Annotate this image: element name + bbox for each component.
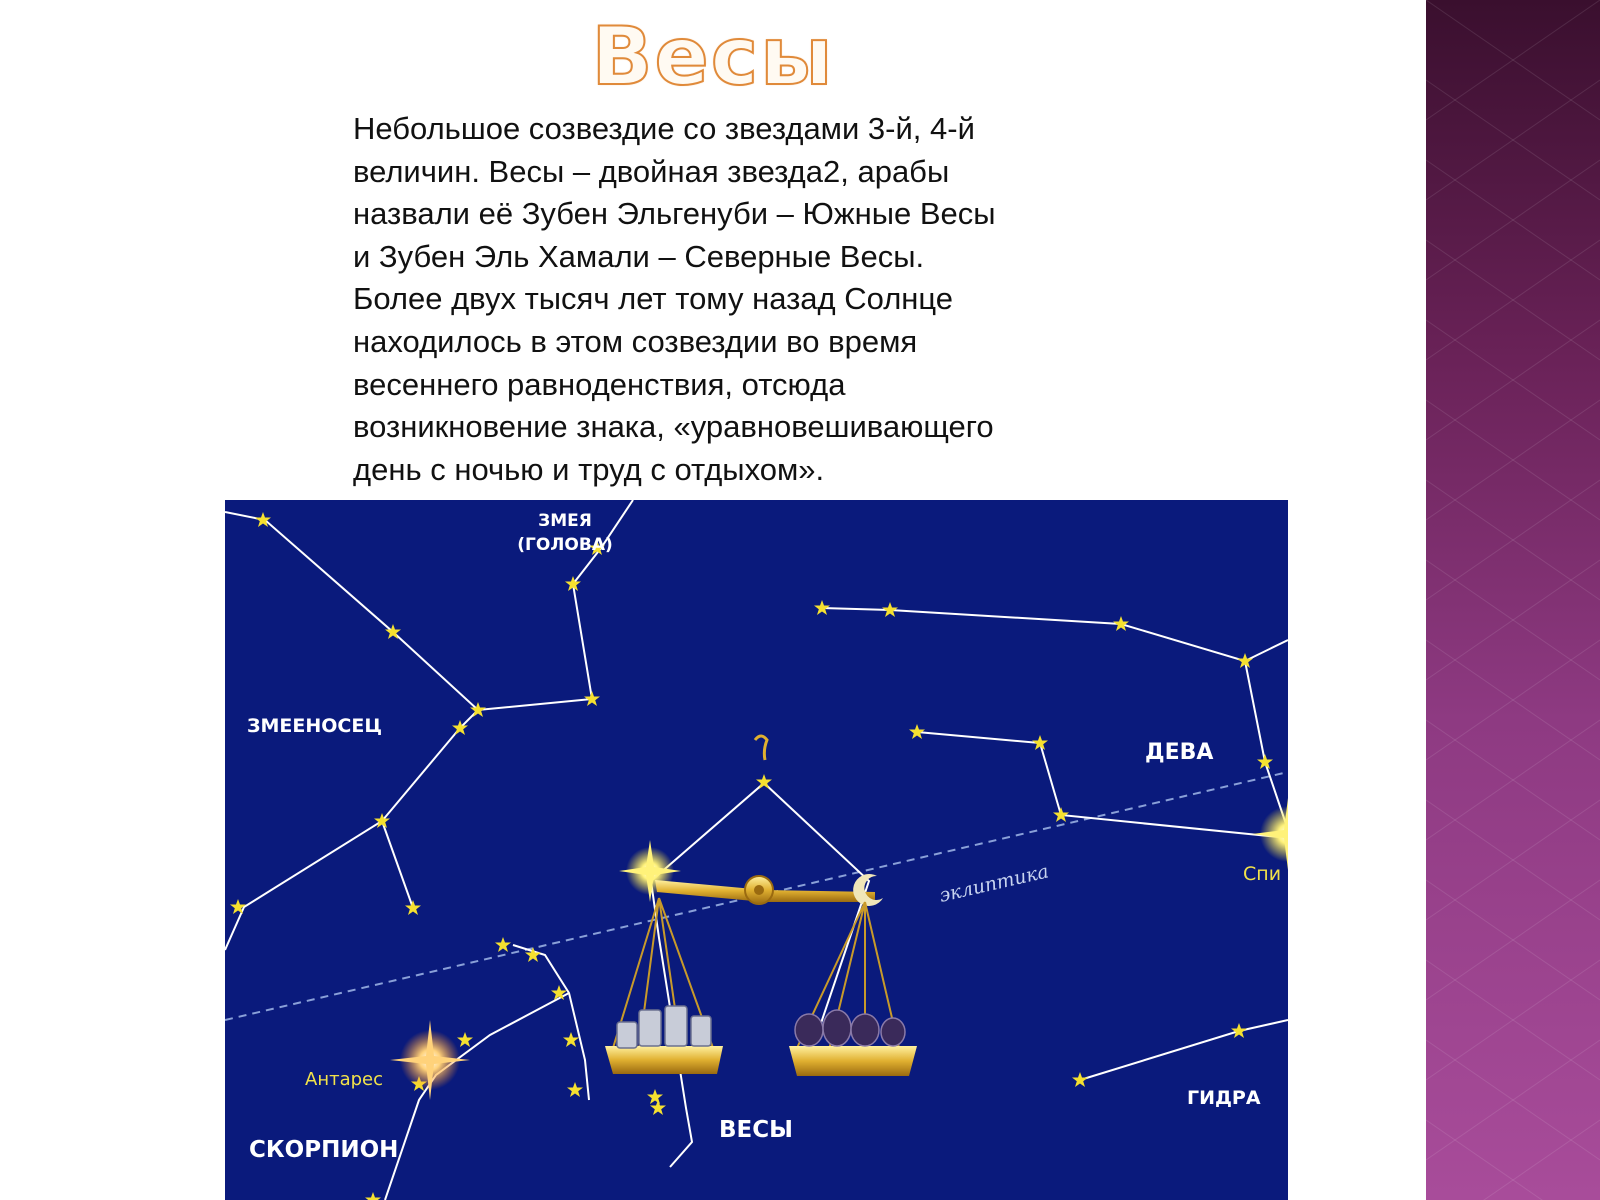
decorative-side-band (1426, 0, 1600, 1200)
label-antares: Антарес (305, 1069, 383, 1090)
label-spica: Спи (1243, 863, 1282, 885)
stars (230, 512, 1273, 1200)
label-hydra: ГИДРА (1187, 1087, 1261, 1109)
paragraph-line: Небольшое созвездие со звездами 3-й, 4-й (353, 111, 975, 146)
paragraph-line: Более двух тысяч лет тому назад Солнце (353, 281, 954, 317)
paragraph-line: возникновение знака, «уравновешивающего (353, 409, 994, 445)
paragraph-line: величин. Весы – двойная звезда2, арабы (353, 153, 950, 189)
label-scorpius: СКОРПИОН (249, 1137, 399, 1163)
label-virgo: ДЕВА (1145, 740, 1214, 765)
paragraph-line: назвали её Зубен Эльгенуби – Южные Весы (353, 196, 996, 232)
description-paragraph (353, 108, 1113, 491)
label-serpens-line2: (ГОЛОВА) (517, 535, 613, 555)
paragraph-line: день с ночью и труд с отдыхом». (353, 451, 825, 487)
label-ecliptic: эклиптика (937, 860, 1051, 907)
paragraph-line: находилось в этом созвездии во время (353, 323, 918, 359)
paragraph-line: весеннего равноденствия, отсюда (353, 366, 846, 402)
paragraph-line: и Зубен Эль Хамали – Северные Весы. (353, 238, 925, 274)
star-map-drawing (225, 500, 1288, 1200)
label-libra: ВЕСЫ (719, 1117, 793, 1143)
label-serpens-line1: ЗМЕЯ (538, 511, 592, 531)
star-map-image (225, 500, 1288, 1200)
side-band-pattern (1426, 0, 1600, 1200)
slide-title: Весы (591, 10, 835, 103)
label-ophiuchus: ЗМЕЕНОСЕЦ (247, 715, 382, 737)
constellation-lines (225, 500, 1288, 1200)
